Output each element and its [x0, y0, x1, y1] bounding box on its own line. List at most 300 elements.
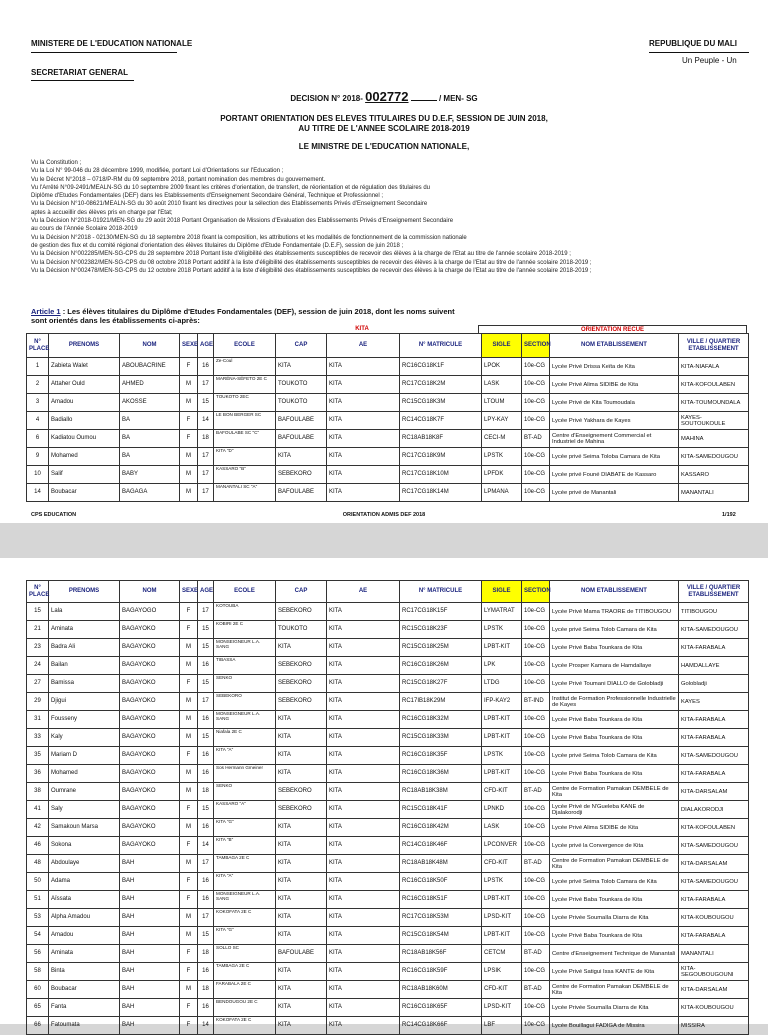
cell-sexe: M — [180, 639, 198, 657]
cell-sigle: LPSTK — [482, 448, 522, 466]
vu-line: Vu le Décret N°2018 – 0718/P-RM du 09 septembre 2018, portant nomination des membres du gouvernement. — [31, 176, 326, 183]
cell-etab: Lycée privé Seima Tolob Camara de Kita — [550, 747, 679, 765]
cell-num: 29 — [27, 693, 49, 711]
cell-matricule: RC17IB18K29M — [400, 693, 482, 711]
cell-cap: KITA — [276, 963, 327, 981]
cell-prenoms: Lala — [49, 603, 120, 621]
cell-num: 21 — [27, 621, 49, 639]
cell-age: 17 — [198, 855, 214, 873]
cell-sigle: LPSIK — [482, 963, 522, 981]
cell-ville: KITA-FARABALA — [679, 711, 749, 729]
table-row — [27, 855, 749, 873]
decision-authority: LE MINISTRE DE L'EDUCATION NATIONALE, — [298, 142, 470, 151]
cell-ae: KITA — [327, 747, 400, 765]
cell-sexe: M — [180, 927, 198, 945]
cell-etab: Lycée Bouillagui FADIGA de Missira — [550, 1017, 679, 1035]
cell-num: 48 — [27, 855, 49, 873]
cell-age: 16 — [198, 999, 214, 1017]
column-header-sigle: SIGLE — [482, 334, 522, 358]
cell-sigle: LPY-KAY — [482, 412, 522, 430]
column-header-prenoms: PRENOMS — [49, 581, 120, 603]
cell-ae: KITA — [327, 394, 400, 412]
cell-nom: BAH — [120, 927, 180, 945]
cell-sexe: F — [180, 1017, 198, 1035]
cell-etab: Lycée Privé Baba Tounkara de Kita — [550, 711, 679, 729]
article-label: Article 1 — [31, 307, 61, 316]
cell-ae: KITA — [327, 999, 400, 1017]
cell-ae: KITA — [327, 801, 400, 819]
cell-sigle: LPBT-KIT — [482, 729, 522, 747]
cell-ecole: SOLLO SC — [214, 945, 276, 963]
cell-etab: Lycée Privé Satigui Issa KANTE de Kita — [550, 963, 679, 981]
cell-matricule: RC17CG18K9M — [400, 448, 482, 466]
cell-ville: MANANTALI — [679, 484, 749, 502]
cell-age: 18 — [198, 783, 214, 801]
header-rule — [649, 52, 749, 53]
cell-nom: BAH — [120, 999, 180, 1017]
vus-list — [31, 159, 746, 275]
cell-nom: BAGAYOKO — [120, 729, 180, 747]
cell-nom: BAGAGA — [120, 484, 180, 502]
cell-cap: SEBEKORO — [276, 657, 327, 675]
cell-prenoms: Saly — [49, 801, 120, 819]
cell-ecole: KITA "B" — [214, 837, 276, 855]
cell-ecole: Ze-Coul — [214, 358, 276, 376]
cell-ecole: SENKO — [214, 675, 276, 693]
cell-sexe: M — [180, 711, 198, 729]
cell-ville: KITA-DARSALAM — [679, 783, 749, 801]
cell-prenoms: Bamissa — [49, 675, 120, 693]
cell-sigle: LPNKD — [482, 801, 522, 819]
column-header-ecole: ECOLE — [214, 581, 276, 603]
cell-nom: BAGAYOKO — [120, 693, 180, 711]
cell-nom: BAH — [120, 963, 180, 981]
secretariat-title: SECRETARIAT GENERAL — [31, 68, 129, 77]
cell-ae: KITA — [327, 909, 400, 927]
cell-section: 10e-CG — [522, 963, 550, 981]
cell-section: 10e-CG — [522, 999, 550, 1017]
column-header-sexe: SEXE — [180, 334, 198, 358]
cell-prenoms: Abdoulaye — [49, 855, 120, 873]
cell-age: 14 — [198, 1017, 214, 1035]
cell-nom: BAH — [120, 855, 180, 873]
group-orientation: ORIENTATION RECUE — [478, 325, 747, 334]
cell-prenoms: Mariam D — [49, 747, 120, 765]
cell-sigle: LPBT-KIT — [482, 765, 522, 783]
cell-ville: KITA-KOUBOUGOU — [679, 999, 749, 1017]
cell-prenoms: Amadou — [49, 394, 120, 412]
cell-ae: KITA — [327, 783, 400, 801]
cell-prenoms: Alpha Amadou — [49, 909, 120, 927]
cell-ecole: MONSEIGNEUR L.A. SANG — [214, 711, 276, 729]
cell-ecole: KASSARO "B" — [214, 466, 276, 484]
cell-num: 9 — [27, 448, 49, 466]
cell-ville: KITA-SAMEDOUGOU — [679, 837, 749, 855]
cell-num: 6 — [27, 430, 49, 448]
cell-sexe: M — [180, 909, 198, 927]
cell-matricule: RC14CG18K46F — [400, 837, 482, 855]
cell-section: 10e-CG — [522, 729, 550, 747]
table-row — [27, 819, 749, 837]
cell-prenoms: Samakoun Marsa — [49, 819, 120, 837]
cell-prenoms: Kadiatou Oumou — [49, 430, 120, 448]
cell-sigle: CFD-KIT — [482, 855, 522, 873]
decision-line — [0, 89, 768, 104]
cell-sigle: IFP-KAY2 — [482, 693, 522, 711]
cell-sexe: M — [180, 765, 198, 783]
column-header-matricule: N° MATRICULE — [400, 581, 482, 603]
vu-line: aptes à accueillir des élèves pris en charge par l'Etat; — [31, 209, 173, 216]
cell-age: 18 — [198, 945, 214, 963]
cell-num: 33 — [27, 729, 49, 747]
cell-num: 42 — [27, 819, 49, 837]
cell-matricule: RC18AB18K60M — [400, 981, 482, 999]
cell-prenoms: Sokona — [49, 837, 120, 855]
cell-section: 10e-CG — [522, 448, 550, 466]
cell-matricule: RC16CG18K1F — [400, 358, 482, 376]
decision-underline — [411, 100, 437, 101]
cell-ae: KITA — [327, 873, 400, 891]
cell-ecole: FARABALA 2E C — [214, 981, 276, 999]
cell-ae: KITA — [327, 621, 400, 639]
cell-age: 16 — [198, 765, 214, 783]
cell-age: 15 — [198, 729, 214, 747]
footer-left: CPS EDUCATION — [31, 512, 77, 518]
cell-nom: BAGAYOKO — [120, 783, 180, 801]
cell-section: 10e-CG — [522, 909, 550, 927]
cell-cap: BAFOULABE — [276, 484, 327, 502]
cell-etab: Lycée Privé Drissa Keïta de Kita — [550, 358, 679, 376]
cell-ville: KITA-SAMEDOUGOU — [679, 448, 749, 466]
table-row — [27, 448, 749, 466]
cell-prenoms: Aminata — [49, 621, 120, 639]
cell-section: 10e-CG — [522, 927, 550, 945]
table-header-row — [27, 334, 749, 358]
cell-section: 10e-CG — [522, 873, 550, 891]
cell-num: 54 — [27, 927, 49, 945]
cell-sigle: LPSTK — [482, 621, 522, 639]
cell-etab: Lycée Privé de N'Gueleba KANE de Djalakorodji — [550, 801, 679, 819]
vu-line: Vu la Décision N°002382/MEN-SG-CPS du 08 octobre 2018 Portant additif à la liste d'éligibilité des établissements susceptibles de recevoir des élèves à la charge de l'Etat au titre de l'année scolaire 2018-2019 ; — [31, 259, 592, 266]
header-rule — [31, 52, 177, 53]
cell-prenoms: Djigui — [49, 693, 120, 711]
cell-ville: KITA-TOUMOUNDALA — [679, 394, 749, 412]
cell-num: 24 — [27, 657, 49, 675]
cell-ville: KAYES — [679, 693, 749, 711]
cell-age: 16 — [198, 711, 214, 729]
cell-section: 10e-CG — [522, 376, 550, 394]
cell-matricule: RC15CG18K41F — [400, 801, 482, 819]
cell-sexe: F — [180, 430, 198, 448]
cell-age: 16 — [198, 358, 214, 376]
column-header-matricule: N° MATRICULE — [400, 334, 482, 358]
cell-section: BT-AD — [522, 981, 550, 999]
cell-cap: SEBEKORO — [276, 675, 327, 693]
cell-section: 10e-CG — [522, 657, 550, 675]
cell-etab: Centre d'Enseignement Technique de Manantali — [550, 945, 679, 963]
cell-prenoms: Fousseny — [49, 711, 120, 729]
cell-matricule: RC17CG18K2M — [400, 376, 482, 394]
cell-nom: ABOUBACRINE — [120, 358, 180, 376]
cell-num: 4 — [27, 412, 49, 430]
cell-ae: KITA — [327, 430, 400, 448]
cell-num: 65 — [27, 999, 49, 1017]
cell-ecole: TIBASSA — [214, 657, 276, 675]
cell-ecole: SENKO — [214, 783, 276, 801]
cell-sigle: CETCM — [482, 945, 522, 963]
cell-ae: KITA — [327, 819, 400, 837]
article-1 — [31, 307, 531, 325]
cell-nom: BAH — [120, 945, 180, 963]
cell-nom: BAGAYOKO — [120, 765, 180, 783]
footer-center: ORIENTATION ADMIS DEF 2018 — [342, 512, 426, 518]
cell-cap: KITA — [276, 711, 327, 729]
cell-prenoms: Fatoumata — [49, 1017, 120, 1035]
cell-ae: KITA — [327, 466, 400, 484]
cell-sigle: LPCONVER — [482, 837, 522, 855]
table-row — [27, 963, 749, 981]
cell-sexe: F — [180, 801, 198, 819]
column-header-section: SECTION — [522, 581, 550, 603]
table-row — [27, 927, 749, 945]
cell-sexe: F — [180, 412, 198, 430]
cell-prenoms: Zabieta Walet — [49, 358, 120, 376]
cell-age: 16 — [198, 819, 214, 837]
cell-prenoms: Fanta — [49, 999, 120, 1017]
cell-etab: Lycée Privé de Kita Toumoudala — [550, 394, 679, 412]
cell-prenoms: Badra Ali — [49, 639, 120, 657]
cell-section: 10e-CG — [522, 358, 550, 376]
cell-ae: KITA — [327, 729, 400, 747]
cell-sigle: LYMATRAT — [482, 603, 522, 621]
table-row — [27, 873, 749, 891]
cell-ecole: MONSEIGNEUR L.A. SANG — [214, 891, 276, 909]
cell-cap: BAFOULABE — [276, 430, 327, 448]
cell-matricule: RC18AB18K38M — [400, 783, 482, 801]
cell-age: 16 — [198, 963, 214, 981]
table-row — [27, 801, 749, 819]
cell-ville: KITA-KOFOULABEN — [679, 819, 749, 837]
cell-sexe: F — [180, 999, 198, 1017]
cell-matricule: RC16CG18K36M — [400, 765, 482, 783]
cell-ecole: SEBEKORO — [214, 693, 276, 711]
cell-cap: SEBEKORO — [276, 783, 327, 801]
cell-section: 10e-CG — [522, 891, 550, 909]
republic-title: REPUBLIQUE DU MALI — [649, 39, 737, 48]
table-row — [27, 729, 749, 747]
cell-sigle: LPSD-KIT — [482, 909, 522, 927]
cell-etab: Centre de Formation Pamakan DEMBELE de Kita — [550, 855, 679, 873]
cell-prenoms: Attaher Ould — [49, 376, 120, 394]
cell-ville: Golobladji — [679, 675, 749, 693]
cell-matricule: RC15CG18K25M — [400, 639, 482, 657]
cell-age: 16 — [198, 747, 214, 765]
cell-ecole: Niafala 2E C — [214, 729, 276, 747]
cell-age: 15 — [198, 621, 214, 639]
cell-age: 15 — [198, 801, 214, 819]
cell-ville: KITA-NIAFALA — [679, 358, 749, 376]
cell-prenoms: Bailan — [49, 657, 120, 675]
cell-nom: BA — [120, 448, 180, 466]
cell-etab: Lycée Privé Baba Tounkara de Kita — [550, 639, 679, 657]
cell-ae: KITA — [327, 412, 400, 430]
cell-age: 14 — [198, 837, 214, 855]
cell-ecole: KITA "D" — [214, 448, 276, 466]
table-row — [27, 711, 749, 729]
cell-matricule: RC17CG18K14M — [400, 484, 482, 502]
cell-matricule: RC15CG18K33M — [400, 729, 482, 747]
column-header-cap: CAP — [276, 334, 327, 358]
cell-ae: KITA — [327, 603, 400, 621]
cell-num: 50 — [27, 873, 49, 891]
column-header-age: AGE — [198, 581, 214, 603]
cell-age: 15 — [198, 639, 214, 657]
table-row — [27, 783, 749, 801]
cell-sigle: LPBT-KIT — [482, 927, 522, 945]
cell-prenoms: Aïssata — [49, 891, 120, 909]
cell-nom: BAH — [120, 1017, 180, 1035]
table-header-row — [27, 581, 749, 603]
cell-ecole: MONSEIGNEUR L.A. SANG — [214, 639, 276, 657]
cell-etab: Centre d'Enseignement Commercial et Industriel de Mahina — [550, 430, 679, 448]
cell-age: 17 — [198, 376, 214, 394]
decision-number: 002772 — [365, 89, 409, 104]
cell-etab: Lycée Privé Baba Tounkara de Kita — [550, 891, 679, 909]
cell-ae: KITA — [327, 981, 400, 999]
cell-nom: BAGAYOKO — [120, 801, 180, 819]
decision-subject-2: AU TITRE DE L'ANNEE SCOLAIRE 2018-2019 — [298, 124, 470, 133]
cell-ville: KITA-DARSALAM — [679, 981, 749, 999]
table-row — [27, 484, 749, 502]
column-header-nom: NOM — [120, 334, 180, 358]
cell-prenoms: Aminata — [49, 945, 120, 963]
cell-sigle: LPOK — [482, 358, 522, 376]
cell-section: BT-AD — [522, 783, 550, 801]
cell-nom: BAGAYOKO — [120, 621, 180, 639]
decision-prefix: DECISION N° 2018- — [290, 94, 363, 103]
cell-etab: Lycée privé Seima Tolob Camara de Kita — [550, 621, 679, 639]
column-header-ecole: ECOLE — [214, 334, 276, 358]
cell-ae: KITA — [327, 675, 400, 693]
cell-sigle: LPSTK — [482, 747, 522, 765]
cell-etab: Lycée Privé Alima SIDIBE de Kita — [550, 819, 679, 837]
cell-etab: Lycée privé Seima Tolob Camara de Kita — [550, 873, 679, 891]
cell-sigle: CFD-KIT — [482, 783, 522, 801]
column-header-etab: NOM ETABLISSEMENT — [550, 581, 679, 603]
ministry-title: MINISTERE DE L'EDUCATION NATIONALE — [31, 39, 193, 48]
article-text-2: sont orientés dans les établissements ci-après: — [31, 316, 200, 325]
cell-matricule: RC15CG18K27F — [400, 675, 482, 693]
cell-cap: TOUKOTO — [276, 376, 327, 394]
table-row — [27, 358, 749, 376]
cell-ae: KITA — [327, 1017, 400, 1035]
cell-section: BT-AD — [522, 430, 550, 448]
cell-ecole: BAFOULABE SC "C" — [214, 430, 276, 448]
cell-matricule: RC16CG18K35F — [400, 747, 482, 765]
cell-ville: KITA-SAMEDOUGOU — [679, 747, 749, 765]
cell-ae: KITA — [327, 639, 400, 657]
cell-ae: KITA — [327, 765, 400, 783]
cell-num: 10 — [27, 466, 49, 484]
cell-age: 16 — [198, 657, 214, 675]
cell-num: 3 — [27, 394, 49, 412]
cell-prenoms: Badiallo — [49, 412, 120, 430]
footer-page: 1/192 — [722, 512, 736, 518]
cell-num: 31 — [27, 711, 49, 729]
article-text-1: : Les élèves titulaires du Diplôme d'Etudes Fondamentales (DEF), session de juin 2018, dont les noms suivent — [60, 307, 455, 316]
cell-etab: Institut de Formation Professionnelle Industrielle de Kayes — [550, 693, 679, 711]
cell-section: BT-AD — [522, 945, 550, 963]
vu-line: Vu la Décision N°002478/MEN-SG-CPS du 12 octobre 2018 Portant additif à la liste d'éligibilité des établissements susceptibles de recevoir des élèves à la charge de l'Etat au titre de l'année scolaire 2018-2019 ; — [31, 267, 592, 274]
cell-section: 10e-CG — [522, 412, 550, 430]
cell-section: 10e-CG — [522, 711, 550, 729]
cell-ecole: TAMBAGA 2E C — [214, 855, 276, 873]
document-page-2 — [0, 558, 768, 1029]
orientation-table-page-1 — [26, 333, 749, 502]
table-row — [27, 1017, 749, 1035]
cell-sexe: F — [180, 621, 198, 639]
cell-nom: BAH — [120, 981, 180, 999]
cell-section: 10e-CG — [522, 1017, 550, 1035]
cell-sigle: LASK — [482, 819, 522, 837]
cell-ville: KITA-SAMEDOUGOU — [679, 621, 749, 639]
cell-nom: BAGAYOKO — [120, 675, 180, 693]
cell-age: 15 — [198, 394, 214, 412]
cell-ville: HAMDALLAYE — [679, 657, 749, 675]
cell-ae: KITA — [327, 945, 400, 963]
cell-nom: BAGAYOKO — [120, 819, 180, 837]
cell-nom: BAH — [120, 873, 180, 891]
cell-sigle: LPMANA — [482, 484, 522, 502]
table-row — [27, 657, 749, 675]
cell-etab: Lycée Privé Mama TRAORE de TITIBOUGOU — [550, 603, 679, 621]
vu-line: Vu la Loi N° 99-046 du 28 décembre 1999, modifiée, portant Loi d'Orientations sur l'Education ; — [31, 168, 284, 175]
cell-sexe: F — [180, 675, 198, 693]
column-header-sigle: SIGLE — [482, 581, 522, 603]
cell-age: 15 — [198, 675, 214, 693]
cell-cap: KITA — [276, 855, 327, 873]
cell-section: BT-AD — [522, 855, 550, 873]
table-row — [27, 999, 749, 1017]
cell-ecole: KITA "A" — [214, 873, 276, 891]
cell-sexe: F — [180, 837, 198, 855]
cell-nom: BABY — [120, 466, 180, 484]
cell-ae: KITA — [327, 657, 400, 675]
cell-ville: KITA-SAMEDOUGOU — [679, 873, 749, 891]
cell-ville: MANANTALI — [679, 945, 749, 963]
cell-matricule: RC14CG18K7F — [400, 412, 482, 430]
cell-etab: Centre de Formation Pamakan DEMBELE de Kita — [550, 981, 679, 999]
cell-cap: KITA — [276, 729, 327, 747]
cell-cap: KITA — [276, 927, 327, 945]
cell-prenoms: Binta — [49, 963, 120, 981]
column-header-sexe: SEXE — [180, 581, 198, 603]
table-row — [27, 412, 749, 430]
cell-num: 14 — [27, 484, 49, 502]
cell-section: 10e-CG — [522, 603, 550, 621]
cell-sexe: M — [180, 394, 198, 412]
table-row — [27, 747, 749, 765]
cell-sexe: F — [180, 603, 198, 621]
cell-etab: Lycée Privé Alima SIDIBE de Kita — [550, 376, 679, 394]
cell-cap: SEBEKORO — [276, 466, 327, 484]
cell-matricule: RC17CG18K10M — [400, 466, 482, 484]
cell-matricule: RC16CG18K65F — [400, 999, 482, 1017]
table-row — [27, 981, 749, 999]
cell-cap: KITA — [276, 1017, 327, 1035]
cell-cap: KITA — [276, 747, 327, 765]
cell-age: 17 — [198, 466, 214, 484]
